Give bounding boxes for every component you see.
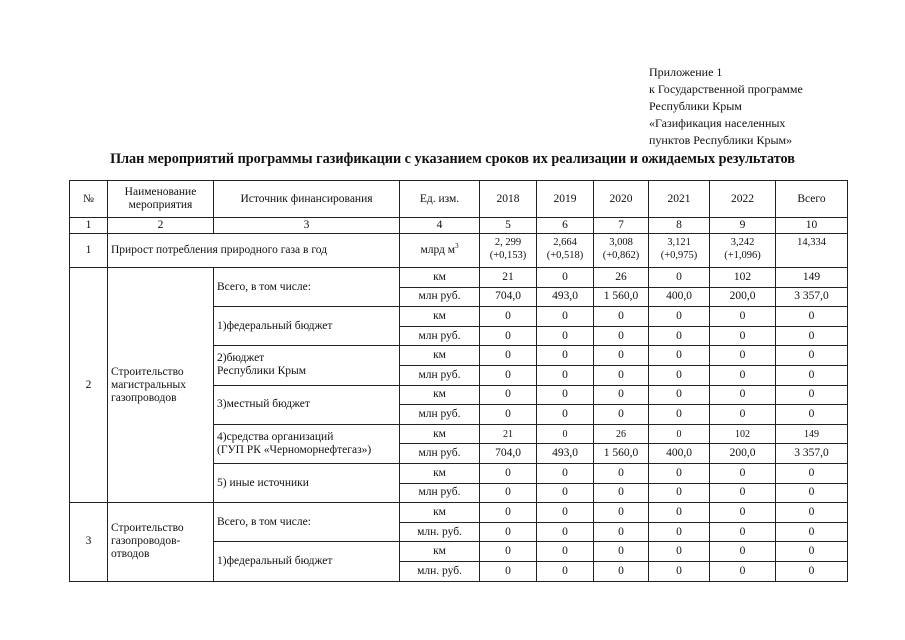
year-value: 0: [710, 542, 776, 562]
total-value: 149: [776, 424, 848, 444]
year-value: 0: [537, 346, 594, 366]
document-title: План мероприятий программы газификации с указанием сроков их реализации и ожидаемых результатов: [110, 151, 795, 167]
year-value: 0: [537, 365, 594, 385]
year-value: 0: [710, 463, 776, 483]
unit-cell: млн руб.: [400, 365, 480, 385]
year-value: 0: [649, 561, 710, 581]
value-main: 3,121: [667, 237, 691, 248]
year-value: 0: [710, 503, 776, 523]
year-value: 0: [594, 561, 649, 581]
funding-source-line: 2)бюджет: [217, 352, 265, 365]
year-value: 0: [594, 326, 649, 346]
unit-text: млрд м: [420, 244, 456, 256]
year-value: 0: [710, 326, 776, 346]
value-main: 3,008: [609, 237, 633, 248]
column-number: 6: [537, 218, 594, 234]
column-number: 3: [214, 218, 400, 234]
measure-name-line: Строительство: [111, 522, 184, 535]
funding-source-line: 1)федеральный бюджет: [217, 554, 333, 567]
funding-source: [214, 424, 400, 463]
measure-name: [108, 503, 214, 581]
measure-name-line: газопроводов-: [111, 535, 181, 548]
year-value: 21: [480, 268, 537, 288]
row-no: 3: [70, 503, 108, 581]
year-value: 0: [480, 483, 537, 503]
total-value: 0: [776, 326, 848, 346]
total-value: 0: [776, 385, 848, 405]
unit-superscript: 3: [455, 242, 459, 251]
table-row: [70, 268, 848, 288]
plan-table: [69, 180, 848, 582]
year-value: 200,0: [710, 287, 776, 307]
header-year: 2018: [480, 181, 537, 218]
unit-cell: км: [400, 385, 480, 405]
year-value: 0: [649, 424, 710, 444]
value-delta: (+0,862): [602, 250, 640, 261]
year-value: 0: [710, 522, 776, 542]
year-value: 0: [480, 346, 537, 366]
measure-name-line: газопроводов: [111, 391, 177, 404]
unit-cell: млн руб.: [400, 444, 480, 464]
measure-name: [108, 268, 214, 503]
year-value: [480, 234, 537, 268]
year-value: 0: [649, 463, 710, 483]
year-value: 0: [649, 385, 710, 405]
year-value: 0: [537, 385, 594, 405]
year-value: 0: [649, 503, 710, 523]
year-value: 0: [480, 503, 537, 523]
year-value: [649, 234, 710, 268]
funding-source-line: (ГУП РК «Черноморнефтегаз»): [217, 443, 372, 456]
year-value: 0: [537, 522, 594, 542]
year-value: 400,0: [649, 287, 710, 307]
year-value: 0: [480, 542, 537, 562]
header-name-line: Наименование: [124, 186, 197, 198]
funding-source-line: Всего, в том числе:: [217, 515, 311, 528]
year-value: 0: [710, 385, 776, 405]
year-value: 0: [649, 542, 710, 562]
appendix-line: «Газификация населенных: [649, 116, 786, 130]
year-value: [710, 234, 776, 268]
total-value: 0: [776, 483, 848, 503]
funding-source: [214, 542, 400, 581]
funding-source-line: 4)средства организаций: [217, 430, 334, 443]
total-value: 3 357,0: [776, 444, 848, 464]
year-value: 0: [594, 405, 649, 425]
year-value: 0: [537, 405, 594, 425]
funding-source-line: 3)местный бюджет: [217, 398, 310, 411]
unit-cell: км: [400, 346, 480, 366]
year-value: 102: [710, 424, 776, 444]
column-number: 8: [649, 218, 710, 234]
year-value: 0: [537, 561, 594, 581]
appendix-line: пунктов Республики Крым»: [649, 133, 793, 147]
appendix-line: Республики Крым: [649, 99, 742, 113]
year-value: 26: [594, 424, 649, 444]
value-main: 2,664: [553, 237, 577, 248]
total-value: 0: [776, 561, 848, 581]
year-value: 0: [594, 346, 649, 366]
column-number-row: [70, 218, 848, 234]
column-number: 5: [480, 218, 537, 234]
gas-consumption-row: [70, 234, 848, 268]
year-value: 0: [710, 561, 776, 581]
year-value: 0: [649, 268, 710, 288]
table-row: [70, 503, 848, 523]
row-no: 2: [70, 268, 108, 503]
year-value: 493,0: [537, 287, 594, 307]
value-main: 2, 299: [494, 237, 522, 248]
value-delta: (+0,975): [660, 250, 698, 261]
year-value: 0: [710, 405, 776, 425]
year-value: 0: [649, 346, 710, 366]
year-value: 0: [594, 522, 649, 542]
year-value: 0: [710, 365, 776, 385]
year-value: 0: [480, 522, 537, 542]
header-source: Источник финансирования: [214, 181, 400, 218]
year-value: 0: [594, 365, 649, 385]
year-value: 400,0: [649, 444, 710, 464]
total-value: 0: [776, 307, 848, 327]
unit-cell: млн. руб.: [400, 522, 480, 542]
funding-source-line: 5) иные источники: [217, 476, 309, 489]
total-value: 0: [776, 405, 848, 425]
year-value: 0: [537, 326, 594, 346]
total-value: 0: [776, 503, 848, 523]
row-no: 1: [70, 234, 108, 268]
year-value: 704,0: [480, 287, 537, 307]
funding-source-line: Республики Крым: [217, 365, 306, 378]
header-total: Всего: [776, 181, 848, 218]
year-value: 0: [480, 307, 537, 327]
year-value: 0: [594, 307, 649, 327]
year-value: 704,0: [480, 444, 537, 464]
unit-cell: км: [400, 463, 480, 483]
year-value: [537, 234, 594, 268]
year-value: 0: [649, 365, 710, 385]
header-name: [108, 181, 214, 218]
header-name-line: мероприятия: [128, 199, 193, 211]
unit-cell: млн руб.: [400, 287, 480, 307]
year-value: 1 560,0: [594, 444, 649, 464]
unit-cell: км: [400, 424, 480, 444]
total-value: 0: [776, 463, 848, 483]
value-delta: (+0,518): [546, 250, 584, 261]
year-value: 0: [649, 405, 710, 425]
year-value: 0: [480, 326, 537, 346]
year-value: 0: [594, 503, 649, 523]
year-value: 21: [480, 424, 537, 444]
unit-cell: млн руб.: [400, 483, 480, 503]
year-value: 1 560,0: [594, 287, 649, 307]
unit-cell: км: [400, 268, 480, 288]
measure-name-line: Строительство: [111, 365, 184, 378]
header-year: 2022: [710, 181, 776, 218]
header-unit: Ед. изм.: [400, 181, 480, 218]
column-number: 2: [108, 218, 214, 234]
measure-name-line: отводов: [111, 548, 150, 561]
funding-source: [214, 385, 400, 424]
appendix-note: [649, 64, 803, 149]
total-value: 14,334: [776, 234, 848, 268]
unit-cell: млн руб.: [400, 326, 480, 346]
year-value: 0: [537, 483, 594, 503]
funding-source: [214, 463, 400, 502]
year-value: 0: [710, 307, 776, 327]
year-value: 0: [649, 483, 710, 503]
header-year: 2019: [537, 181, 594, 218]
year-value: 26: [594, 268, 649, 288]
year-value: 0: [480, 365, 537, 385]
header-year: 2020: [594, 181, 649, 218]
year-value: 0: [537, 424, 594, 444]
year-value: 0: [710, 346, 776, 366]
value-delta: (+1,096): [724, 250, 761, 261]
column-number: 10: [776, 218, 848, 234]
funding-source: [214, 346, 400, 385]
unit-cell: км: [400, 307, 480, 327]
column-number: 9: [710, 218, 776, 234]
total-value: 149: [776, 268, 848, 288]
year-value: [594, 234, 649, 268]
funding-source: [214, 268, 400, 307]
year-value: 0: [480, 463, 537, 483]
year-value: 0: [649, 522, 710, 542]
year-value: 0: [537, 463, 594, 483]
year-value: 0: [537, 503, 594, 523]
header-year: 2021: [649, 181, 710, 218]
total-value: 0: [776, 522, 848, 542]
year-value: 0: [649, 307, 710, 327]
column-number: 7: [594, 218, 649, 234]
year-value: 0: [537, 268, 594, 288]
column-number: 1: [70, 218, 108, 234]
year-value: 493,0: [537, 444, 594, 464]
year-value: 0: [594, 542, 649, 562]
measure-name-line: магистральных: [111, 378, 187, 391]
total-value: 0: [776, 346, 848, 366]
header-row: [70, 181, 848, 218]
total-value: 0: [776, 365, 848, 385]
year-value: 0: [649, 326, 710, 346]
header-no: №: [70, 181, 108, 218]
value-main: 3,242: [730, 237, 755, 248]
year-value: 0: [594, 483, 649, 503]
year-value: 200,0: [710, 444, 776, 464]
year-value: 0: [537, 542, 594, 562]
funding-source: [214, 503, 400, 542]
total-value: 3 357,0: [776, 287, 848, 307]
appendix-line: к Государственной программе: [649, 82, 803, 96]
funding-source: [214, 307, 400, 346]
year-value: 0: [594, 463, 649, 483]
unit-cell: млн руб.: [400, 405, 480, 425]
funding-source-line: 1)федеральный бюджет: [217, 319, 333, 332]
row-name: Прирост потребления природного газа в год: [108, 234, 400, 268]
year-value: 0: [480, 385, 537, 405]
year-value: 0: [710, 483, 776, 503]
year-value: 0: [480, 561, 537, 581]
unit-cell: км: [400, 503, 480, 523]
total-value: 0: [776, 542, 848, 562]
row-unit: [400, 234, 480, 268]
funding-source-line: Всего, в том числе:: [217, 280, 311, 293]
value-delta: (+0,153): [489, 250, 527, 261]
year-value: 0: [480, 405, 537, 425]
unit-cell: км: [400, 542, 480, 562]
column-number: 4: [400, 218, 480, 234]
year-value: 0: [594, 385, 649, 405]
year-value: 0: [537, 307, 594, 327]
appendix-line: Приложение 1: [649, 65, 723, 79]
year-value: 102: [710, 268, 776, 288]
unit-cell: млн. руб.: [400, 561, 480, 581]
